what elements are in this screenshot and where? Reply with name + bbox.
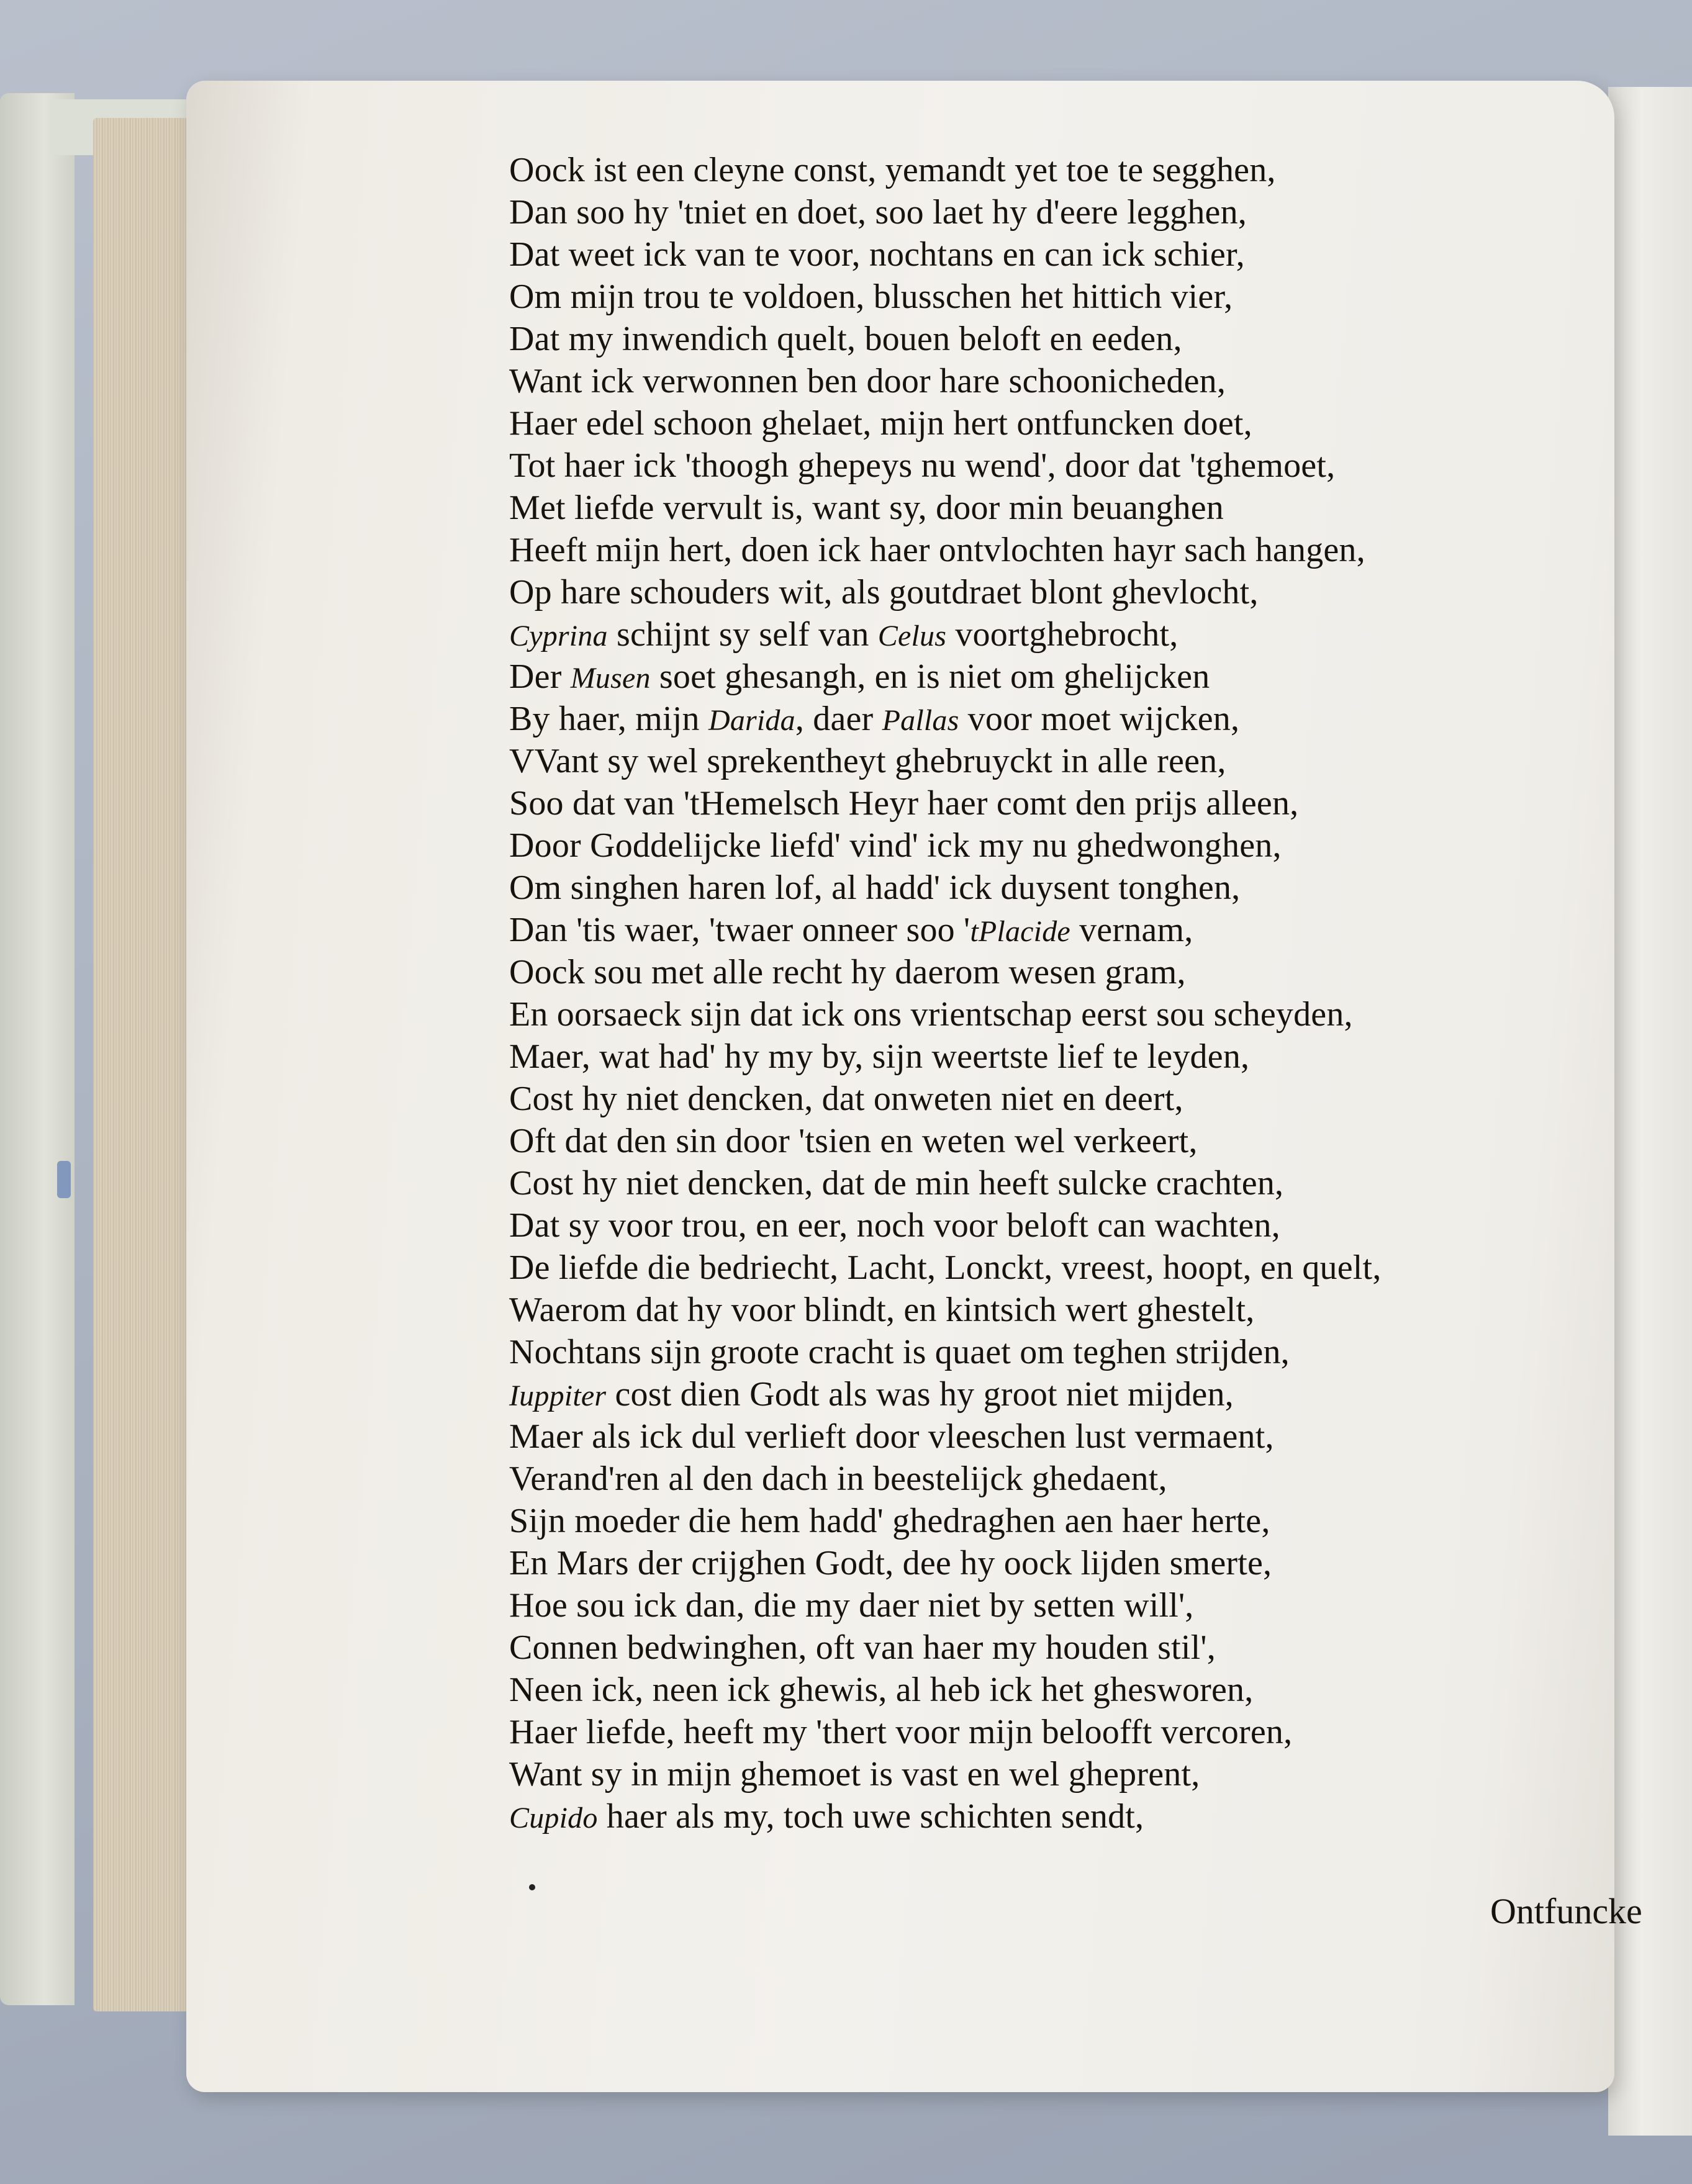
text-line xyxy=(509,1542,1602,1584)
text-line xyxy=(509,1036,1602,1078)
text-line xyxy=(509,1078,1602,1120)
text-line xyxy=(509,867,1602,909)
text-line xyxy=(509,360,1602,402)
text-line xyxy=(509,1711,1602,1753)
line-segment: Dan soo hy 'tniet en doet, soo laet hy d'eere legghen, xyxy=(509,193,1247,232)
text-line xyxy=(509,782,1602,824)
text-line xyxy=(509,318,1602,360)
line-segment: , daer xyxy=(795,700,882,738)
text-line xyxy=(509,1669,1602,1711)
text-line xyxy=(509,1753,1602,1795)
line-segment: haer als my, toch uwe schichten sendt, xyxy=(597,1797,1144,1836)
line-segment: De liefde die bedriecht, Lacht, Lonckt, vreest, hoopt, en quelt, xyxy=(509,1248,1382,1287)
line-segment: Cost hy niet dencken, dat onweten niet en deert, xyxy=(509,1080,1183,1118)
italic-name: Darida xyxy=(708,704,795,737)
line-segment: voortghebrocht, xyxy=(946,615,1179,654)
line-segment: Want ick verwonnen ben door hare schoonicheden, xyxy=(509,362,1226,400)
text-line xyxy=(509,1162,1602,1204)
text-line xyxy=(509,444,1602,487)
line-segment: Op hare schouders wit, als goutdraet blont ghevlocht, xyxy=(509,573,1259,611)
italic-name: Pallas xyxy=(882,704,959,737)
text-line xyxy=(509,487,1602,529)
text-line xyxy=(509,402,1602,444)
line-segment: Dat sy voor trou, en eer, noch voor beloft can wachten, xyxy=(509,1206,1280,1245)
line-segment: Dat weet ick van te voor, nochtans en can ick schier, xyxy=(509,235,1245,274)
line-segment: Oft dat den sin door 'tsien en weten wel verkeert, xyxy=(509,1122,1198,1160)
text-line xyxy=(509,613,1602,656)
line-segment: Der xyxy=(509,657,571,696)
line-segment: Sijn moeder die hem hadd' ghedraghen aen haer herte, xyxy=(509,1502,1270,1540)
text-line xyxy=(509,656,1602,698)
text-line xyxy=(509,824,1602,867)
text-line xyxy=(509,1584,1602,1627)
line-segment: voor moet wijcken, xyxy=(959,700,1240,738)
line-segment: Door Goddelijcke liefd' vind' ick my nu ghedwonghen, xyxy=(509,826,1282,865)
italic-name: Iuppiter xyxy=(509,1379,607,1412)
line-segment: soet ghesangh, en is niet om ghelijcken xyxy=(650,657,1210,696)
line-segment: Om mijn trou te voldoen, blusschen het hittich vier, xyxy=(509,278,1233,316)
text-line xyxy=(509,1373,1602,1415)
text-line xyxy=(509,529,1602,571)
text-line xyxy=(509,1415,1602,1458)
line-segment: Verand'ren al den dach in beestelijck ghedaent, xyxy=(509,1460,1167,1498)
italic-name: Cupido xyxy=(509,1802,598,1834)
text-line xyxy=(509,1500,1602,1542)
line-segment: En oorsaeck sijn dat ick ons vrientschap eerst sou scheyden, xyxy=(509,995,1353,1034)
text-line xyxy=(509,276,1602,318)
poem-text xyxy=(509,149,1602,1838)
facing-page-edge xyxy=(1608,87,1692,2136)
book-cover-left xyxy=(0,93,75,2005)
line-segment: Oock ist een cleyne const, yemandt yet toe te segghen, xyxy=(509,151,1276,189)
text-line xyxy=(509,1458,1602,1500)
line-segment: By haer, mijn xyxy=(509,700,708,738)
line-segment: Haer liefde, heeft my 'thert voor mijn beloofft vercoren, xyxy=(509,1713,1293,1751)
line-segment: Nochtans sijn groote cracht is quaet om teghen strijden, xyxy=(509,1333,1290,1371)
line-segment: Oock sou met alle recht hy daerom wesen gram, xyxy=(509,953,1186,991)
text-line xyxy=(509,1795,1602,1838)
line-segment: Haer edel schoon ghelaet, mijn hert ontfuncken doet, xyxy=(509,404,1252,443)
text-line xyxy=(509,1627,1602,1669)
text-line xyxy=(509,740,1602,782)
text-line xyxy=(509,951,1602,993)
line-segment: VVant sy wel sprekentheyt ghebruyckt in alle reen, xyxy=(509,742,1226,780)
line-segment: Tot haer ick 'thoogh ghepeys nu wend', door dat 'tghemoet, xyxy=(509,446,1336,485)
line-segment: Maer, wat had' hy my by, sijn weertste lief te leyden, xyxy=(509,1037,1250,1076)
text-line xyxy=(509,191,1602,233)
line-segment: vernam, xyxy=(1070,911,1193,949)
line-segment: Heeft mijn hert, doen ick haer ontvlochten hayr sach hangen, xyxy=(509,531,1365,569)
text-line xyxy=(509,1331,1602,1373)
catchword: Ontfuncke xyxy=(1490,1891,1642,1931)
italic-name: Cyprina xyxy=(509,620,608,652)
line-segment: Soo dat van 'tHemelsch Heyr haer comt den prijs alleen, xyxy=(509,784,1299,823)
text-line xyxy=(509,1120,1602,1162)
line-segment: cost dien Godt als was hy groot niet mijden, xyxy=(606,1375,1234,1414)
text-line xyxy=(509,1247,1602,1289)
line-segment: Want sy in mijn ghemoet is vast en wel gheprent, xyxy=(509,1755,1200,1794)
text-line xyxy=(509,571,1602,613)
print-mark xyxy=(529,1884,535,1890)
line-segment: En Mars der crijghen Godt, dee hy oock lijden smerte, xyxy=(509,1544,1272,1582)
line-segment: schijnt sy self van xyxy=(607,615,878,654)
line-segment: Neen ick, neen ick ghewis, al heb ick het ghesworen, xyxy=(509,1671,1254,1709)
italic-name: tPlacide xyxy=(970,915,1070,948)
text-line xyxy=(509,1204,1602,1247)
text-line xyxy=(509,233,1602,276)
text-line xyxy=(509,698,1602,740)
line-segment: Waerom dat hy voor blindt, en kintsich wert ghestelt, xyxy=(509,1291,1255,1329)
text-line xyxy=(509,909,1602,951)
edge-mark xyxy=(57,1161,71,1198)
page-edges xyxy=(93,118,202,2011)
italic-name: Celus xyxy=(877,620,947,652)
line-segment: Hoe sou ick dan, die my daer niet by setten will', xyxy=(509,1586,1194,1625)
text-line xyxy=(509,1289,1602,1331)
line-segment: Dat my inwendich quelt, bouen beloft en eeden, xyxy=(509,320,1182,358)
italic-name: Musen xyxy=(570,662,651,695)
text-line xyxy=(509,149,1602,191)
line-segment: Connen bedwinghen, oft van haer my houden stil', xyxy=(509,1628,1216,1667)
line-segment: Om singhen haren lof, al hadd' ick duysent tonghen, xyxy=(509,869,1241,907)
text-line xyxy=(509,993,1602,1036)
line-segment: Cost hy niet dencken, dat de min heeft sulcke crachten, xyxy=(509,1164,1284,1203)
line-segment: Met liefde vervult is, want sy, door min beuanghen xyxy=(509,489,1224,527)
line-segment: Dan 'tis waer, 'twaer onneer soo ' xyxy=(509,911,970,949)
line-segment: Maer als ick dul verlieft door vleeschen lust vermaent, xyxy=(509,1417,1274,1456)
